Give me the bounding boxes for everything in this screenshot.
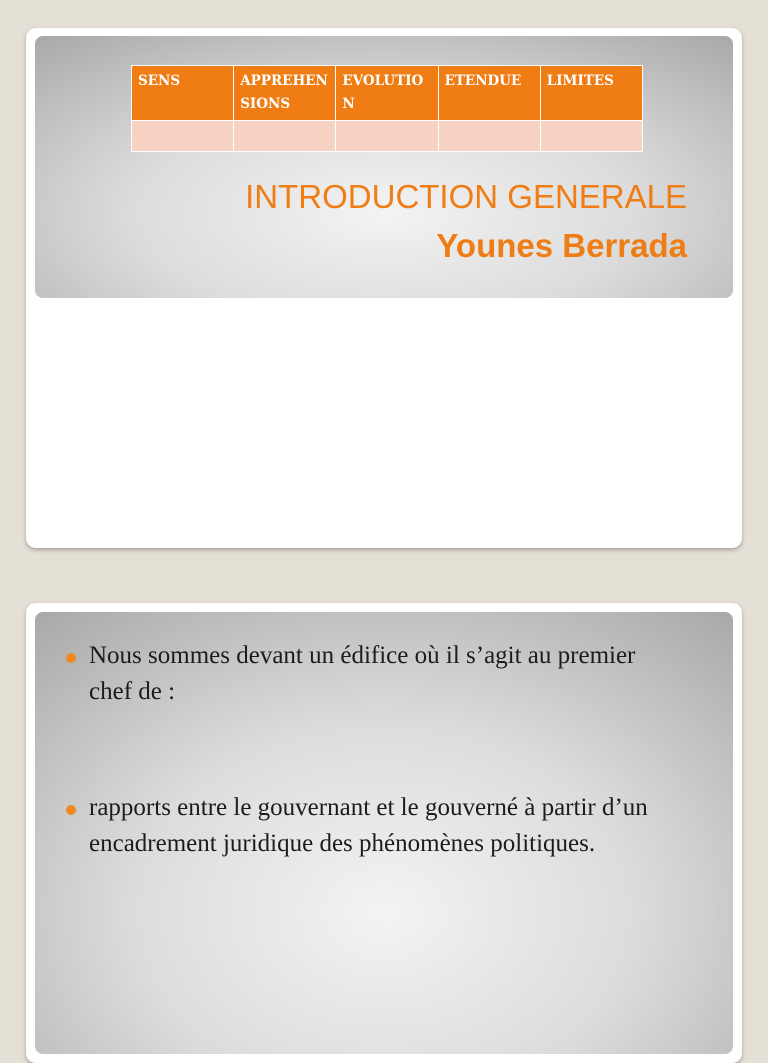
- table-row: [132, 121, 643, 152]
- table-cell: [132, 121, 234, 152]
- bullet-icon: [66, 805, 76, 815]
- table-header-etendue: ETENDUE: [438, 66, 540, 121]
- bullet-list: [89, 638, 673, 862]
- table-cell: [540, 121, 642, 152]
- table-header-row: [132, 66, 643, 121]
- table-header-apprehensions: APPREHENSIONS: [234, 66, 336, 121]
- table-header-sens: SENS: [132, 66, 234, 121]
- table-cell: [336, 121, 438, 152]
- themes-table: [131, 65, 643, 152]
- title-main: INTRODUCTION GENERALE: [245, 178, 687, 215]
- slide-title: [245, 172, 687, 270]
- bullet-icon: [66, 653, 76, 663]
- slide-1-title-panel: [35, 36, 733, 298]
- bullet-text: Nous sommes devant un édifice où il s’agit au premier chef de :: [89, 642, 636, 705]
- bullet-text: rapports entre le gouvernant et le gouverné à partir d’un encadrement juridique des phénomènes politiques.: [89, 794, 648, 857]
- slide-1[interactable]: [26, 28, 742, 548]
- slide-2-content-panel: [35, 612, 733, 1054]
- list-item: [89, 638, 673, 710]
- slide-2[interactable]: [26, 603, 742, 1063]
- title-author: Younes Berrada: [436, 227, 687, 264]
- table-cell: [438, 121, 540, 152]
- list-item: [89, 790, 673, 862]
- table-header-limites: LIMITES: [540, 66, 642, 121]
- table-header-evolution: EVOLUTION: [336, 66, 438, 121]
- table-cell: [234, 121, 336, 152]
